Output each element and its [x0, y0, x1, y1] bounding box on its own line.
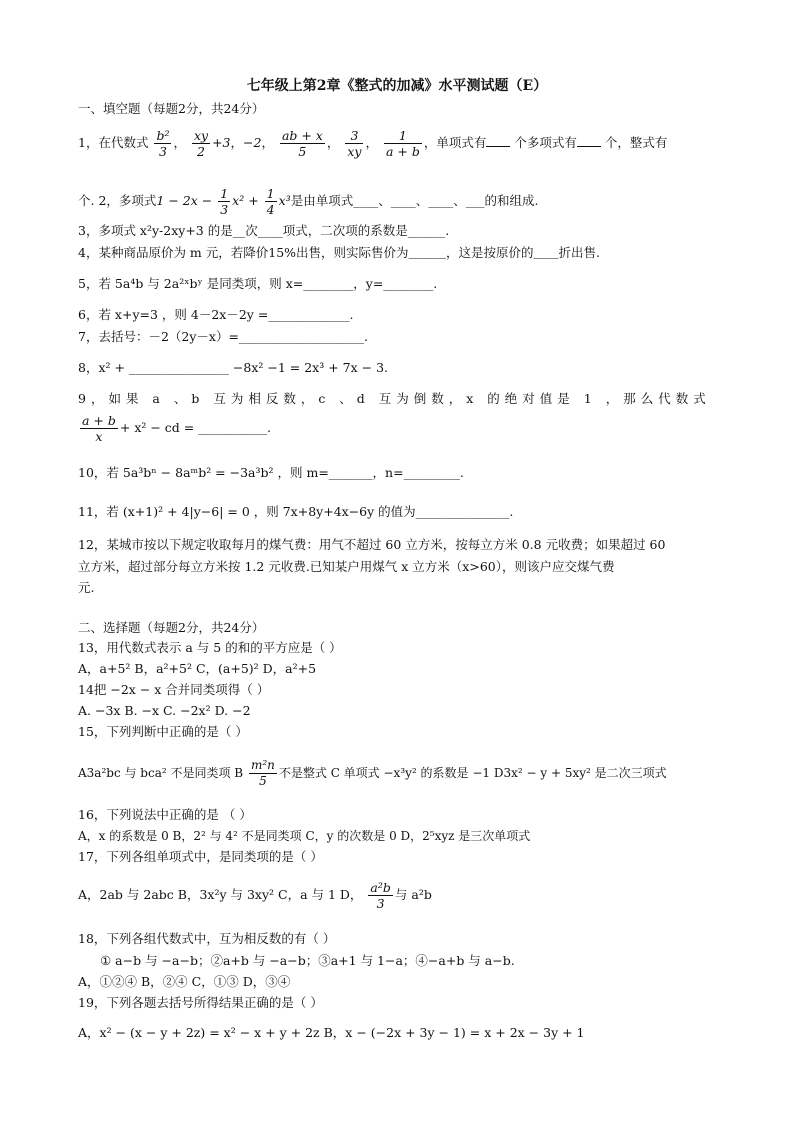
- question-14-options: A. −3x B. −x C. −2x² D. −2: [78, 703, 251, 718]
- question-11: 11，若 (x+1)² + 4|y−6| = 0 ，则 7x+8y+4x−6y 的值为_______________.: [78, 504, 514, 519]
- q2-tail3: 的和组成.: [484, 193, 539, 208]
- frac-3-over-xy: $\frac{3}{xy}$: [347, 128, 362, 159]
- q17-part-a: A，2ab 与 2abc B，3x²y 与 3xy² C，a 与 1 D，: [78, 887, 363, 902]
- question-14: 14把 −2x − x 合并同类项得（ ）: [78, 682, 270, 697]
- q9-tail: + x² − cd = ___________.: [119, 420, 271, 435]
- page-title: 七年级上第2章《整式的加减》水平测试题（E）: [246, 78, 548, 94]
- q1-mid3: 个，整式有: [604, 135, 668, 150]
- q1-mid1: ，单项式有: [423, 135, 487, 150]
- question-3: 3，多项式 x²y-2xy+3 的是__次____项式，二次项的系数是______.: [78, 223, 450, 238]
- question-7: 7，去括号：－2（2y－x）=____________________.: [78, 329, 368, 344]
- question-8: 8，x² + ________________ −8x² −1 = 2x³ + 7x − 3.: [78, 360, 388, 375]
- question-18-options: A，①②④ B，②④ C，①③ D，③④: [78, 974, 291, 989]
- section-fill-in-heading: 一、填空题（每题2分，共24分）: [78, 101, 265, 116]
- question-1: 1，在代数式 $\frac{\text{b²}}{3}$ ， $\frac{xy}{2}$ +3，−2， $\frac{ab + x}{5}$ ， $\frac{3}{xy}$ ， $\frac{1}{a + b}$ ，单项式有 个多项式有 个，整式有: [78, 128, 668, 159]
- q1-lead: 1，在代数式: [78, 135, 149, 150]
- q1-mid2: 个多项式有: [514, 135, 577, 150]
- question-17: 17，下列各组单项式中，是同类项的是（ ）: [78, 849, 323, 864]
- question-12-line3: 元.: [78, 580, 95, 595]
- question-12-line1: 12，某城市按以下规定收取每月的煤气费：用气不超过 60 立方米，按每立方米 0.8 元收费；如果超过 60: [78, 537, 666, 552]
- section-choice-heading: 二、选择题（每题2分，共24分）: [78, 620, 265, 635]
- question-4: 4，某种商品原价为 m 元，若降价15%出售，则实际售价为＿＿＿，这是按原价的＿＿折出售.: [78, 245, 601, 260]
- question-6: 6，若 x+y=3 ，则 4－2x－2y =_____________.: [78, 307, 354, 322]
- question-19-options: A，x² − (x − y + 2z) = x² − x + y + 2z B，x − (−2x + 3y − 1) = x + 2x − 3y + 1: [78, 1025, 585, 1040]
- question-9-line1: 9，如果 a 、b 互为相反数，c 、d 互为倒数，x 的绝对值是 1 ，那么代数式: [78, 391, 711, 406]
- frac-1-over-4: $\frac{1}{4}$: [266, 186, 275, 217]
- q1-tail: 个. 2，多项式: [78, 193, 157, 208]
- question-2: 个. 2，多项式1 − 2x − $\frac{1}{3}$ x² + $\frac{1}{4}$ x³是由单项式____、____、____、___的和组成.: [78, 186, 539, 217]
- question-17-options: [78, 880, 724, 911]
- question-13: 13，用代数式表示 a 与 5 的和的平方应是（ ）: [78, 640, 342, 655]
- q15-part-b: 不是整式 C 单项式 −x³y² 的系数是 −1 D3x² − y + 5xy² 是二次三项式: [278, 766, 667, 780]
- question-9-line2: [78, 413, 724, 444]
- question-15-options: [78, 758, 724, 789]
- q15-part-a: A3a²bc 与 bca² 不是同类项 B: [78, 766, 244, 780]
- frac-a2b-over-3: $\frac{\text{a²b}}{3}$: [370, 880, 391, 911]
- question-19: 19，下列各题去括号所得结果正确的是（ ）: [78, 995, 323, 1010]
- question-15: 15，下列判断中正确的是（ ）: [78, 724, 248, 739]
- question-10: 10，若 5a³bⁿ − 8aᵐb² = −3a³b² ，则 m=_______，n=_________.: [78, 465, 464, 480]
- frac-xy-over-2: $\frac{xy}{2}$: [193, 128, 209, 159]
- question-16-options: A，x 的系数是 0 B，2² 与 4² 不是同类项 C，y 的次数是 0 D，2⁵xyz 是三次单项式: [78, 829, 531, 843]
- question-5: 5，若 5a⁴b 与 2a²ˣbʸ 是同类项，则 x=________，y=________.: [78, 276, 438, 291]
- question-12-line2: 立方米，超过部分每立方米按 1.2 元收费.已知某户用煤气 x 立方米（x>60），则该户应交煤气费: [78, 559, 615, 574]
- frac-1-over-ab: $\frac{1}{a + b}$: [385, 128, 420, 159]
- question-18: 18，下列各组代数式中，互为相反数的有（ ）: [78, 931, 336, 946]
- q17-part-b: 与 a²b: [394, 887, 432, 902]
- frac-1-over-3: $\frac{1}{3}$: [220, 186, 229, 217]
- question-18-items: ① a−b 与 −a−b；②a+b 与 −a−b；③a+1 与 1−a；④−a+b 与 a−b.: [100, 953, 515, 968]
- frac-m2n-over-5: $\frac{\text{m²n}}{5}$: [250, 758, 275, 788]
- frac-ab-over-x: $\frac{a + b}{x}$: [82, 413, 116, 444]
- question-13-options: A，a+5² B，a²+5² C，(a+5)² D，a²+5: [78, 661, 317, 676]
- frac-abx-over-5: $\frac{ab + x}{5}$: [281, 128, 323, 159]
- frac-b2-over-3: $\frac{\text{b²}}{3}$: [156, 128, 170, 159]
- question-16: 16，下列说法中正确的是 （ ）: [78, 807, 252, 822]
- q2-tail2: 是由单项式: [290, 193, 354, 208]
